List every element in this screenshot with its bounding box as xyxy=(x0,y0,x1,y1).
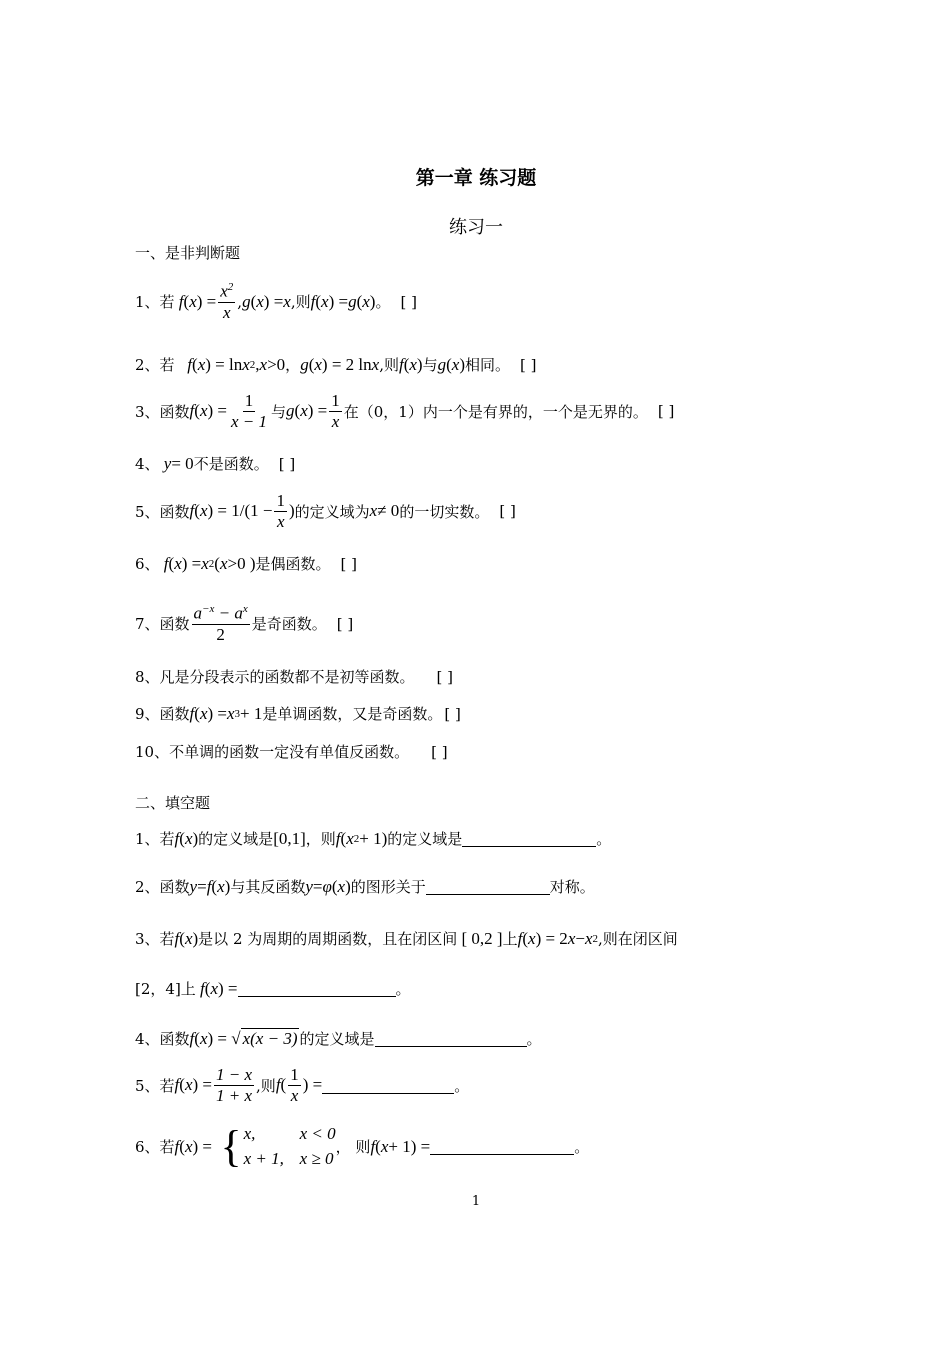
answer-bracket[interactable]: [ ] xyxy=(436,667,454,686)
q-text: 是单调函数，又是奇函数。 xyxy=(262,705,443,723)
answer-bracket[interactable]: [ ] xyxy=(336,614,354,633)
answer-bracket[interactable]: [ ] xyxy=(431,742,448,761)
tf-question-1: 1、若 f ( x ) = $\frac{x^2}{x}$ , g ( x ) = x ,则 f ( x ) = g ( x ) 。 [ ] xyxy=(135,281,417,322)
fill-question-1: 1、若 f ( x ) 的定义域是 [0,1] ，则 f ( x 2 + 1) 的定义域是 。 xyxy=(135,828,612,848)
q-text: 不是函数。 xyxy=(193,455,269,473)
q-label: 3、函数 xyxy=(135,402,190,421)
q-label: 7、函数 xyxy=(135,615,190,634)
tf-question-9: 9、函数 f ( x ) = x 3 + 1 是单调函数，又是奇函数。 [ ] xyxy=(135,703,461,723)
q-text: 上 xyxy=(502,930,518,948)
fraction: $\frac{1}{x - 1}$ xyxy=(231,391,268,431)
tf-question-6: 6、 f ( x ) = x 2 ( x >0 ) 是偶函数。 [ ] xyxy=(135,553,358,573)
tf-question-2: 2、若 f ( x ) = ln x 2 , x >0 ， g ( x ) = 2 ln x ,则 f ( x ) 与 g ( x ) 相同。 [ ] xyxy=(135,354,537,374)
q-text: 的定义域是 xyxy=(387,830,463,848)
q-text: 与其反函数 xyxy=(230,878,306,896)
tf-question-7 xyxy=(135,604,353,643)
q-text: ， xyxy=(285,356,301,374)
fraction: $\frac{1 - x}{1 + x}$ xyxy=(216,1065,253,1105)
answer-blank[interactable] xyxy=(426,878,550,895)
q-label: 5、函数 xyxy=(135,502,190,521)
answer-bracket[interactable]: [ ] xyxy=(520,355,537,374)
q-label: 4、函数 xyxy=(135,1030,190,1048)
q-label: 8、凡是分段表示的函数都不是初等函数。 xyxy=(135,668,415,686)
q-label: 3、若 xyxy=(135,930,175,948)
tf-question-4: 4、 y = 0 不是函数。 [ ] xyxy=(135,453,296,473)
q-text: , xyxy=(237,292,243,311)
fraction: $\frac{a^{-x} - a^x}{2}$ xyxy=(193,603,248,644)
q-text: ,则 xyxy=(290,293,311,312)
section-heading-true-false: 一、是非判断题 xyxy=(135,244,241,262)
answer-bracket[interactable]: [ ] xyxy=(499,502,516,521)
fraction: $\frac{x^2}{x}$ xyxy=(220,281,234,322)
answer-blank[interactable] xyxy=(430,1138,574,1155)
q-label: 1、若 xyxy=(135,293,175,312)
answer-bracket[interactable]: [ ] xyxy=(278,454,296,473)
q-text: ,则 xyxy=(256,1076,276,1095)
q-text: ,则 xyxy=(379,356,399,374)
answer-bracket[interactable]: [ ] xyxy=(340,554,358,573)
fraction: $\frac{1}{x}$ xyxy=(276,491,285,531)
fraction: $\frac{1}{x}$ xyxy=(331,391,340,431)
q-label: 6、 xyxy=(135,555,160,573)
q-label: 9、函数 xyxy=(135,705,190,723)
fill-question-3: 3、若 f ( x ) 是以 2 为周期的周期函数，且在闭区间 [ 0,2 ] 上 f ( x ) = 2 x − x 2 ,则在闭区间 xyxy=(135,928,678,948)
q-text: 是奇函数。 xyxy=(251,615,327,634)
q-text: 的图形关于 xyxy=(350,878,426,896)
q-text: 对称。 xyxy=(549,878,595,896)
q-text: 。 xyxy=(395,980,411,998)
fill-question-3-continued: [2，4]上 f ( x ) = 。 xyxy=(135,978,411,998)
q-text: 。 xyxy=(526,1030,542,1048)
q-text: 的定义域为 xyxy=(294,502,370,521)
q-text: 的定义域是 xyxy=(198,830,274,848)
q-label: 1、若 xyxy=(135,830,175,848)
answer-bracket[interactable]: [ ] xyxy=(400,292,417,311)
answer-blank[interactable] xyxy=(322,1077,454,1094)
answer-blank[interactable] xyxy=(238,980,396,997)
q-text: 与 xyxy=(271,402,287,421)
fill-question-5: 5、若 f ( x ) = $\frac{1 - x}{1 + x}$ ,则 f ( $\frac{1}{x}$ ) = 。 xyxy=(135,1065,470,1105)
q-text: ，则 xyxy=(305,830,336,848)
q-text: 相同。 xyxy=(465,356,511,374)
tf-question-10 xyxy=(135,741,448,762)
answer-bracket[interactable]: [ ] xyxy=(657,402,675,421)
q-label: 6、若 xyxy=(135,1138,175,1157)
formula: f xyxy=(174,291,184,311)
answer-bracket[interactable]: [ ] xyxy=(444,704,461,723)
tf-question-8 xyxy=(135,666,453,687)
q-text: 的定义域是 xyxy=(299,1030,375,1048)
exercise-subtitle: 练习一 xyxy=(449,217,503,238)
fraction: $\frac{1}{x}$ xyxy=(290,1065,299,1105)
fill-question-4: 4、函数 f ( x ) = √ x(x − 3) 的定义域是 。 xyxy=(135,1028,542,1048)
chapter-title: 第一章 练习题 xyxy=(415,167,537,189)
tf-question-3: 3、函数 f ( x ) = $\frac{1}{x - 1}$ 与 g ( x ) = $\frac{1}{x}$ 在（0，1）内一个是有界的，一个是无界的。 [ ] xyxy=(135,391,675,431)
q-label: 5、若 xyxy=(135,1076,175,1095)
q-text: ， 则 xyxy=(335,1138,371,1157)
answer-blank[interactable] xyxy=(375,1030,527,1047)
fill-question-6: 6、若 f ( x ) = { x, x < 0 x + 1, x ≥ 0 ， 则 f ( x + 1) = 。 xyxy=(135,1121,590,1171)
q-label: 4、 xyxy=(135,455,160,473)
q-label: 2、若 xyxy=(135,356,175,374)
q-text: 。 xyxy=(375,293,391,312)
q-text: 。 xyxy=(574,1138,590,1157)
q-label: 2、函数 xyxy=(135,878,190,896)
tf-question-5: 5、函数 f ( x ) = 1/(1 − $\frac{1}{x}$ ) 的定义域为 x ≠ 0 的一切实数。 [ ] xyxy=(135,491,516,531)
page-number: 1 xyxy=(471,1194,481,1209)
q-text: 是偶函数。 xyxy=(255,555,331,573)
piecewise-definition: { x, x < 0 x + 1, x ≥ 0 xyxy=(220,1121,336,1171)
q-label: [2，4]上 xyxy=(135,980,196,998)
q-text: 在（0，1）内一个是有界的，一个是无界的。 xyxy=(343,402,648,421)
q-text: ,则在闭区间 xyxy=(598,930,678,948)
section-heading-fill-blank: 二、填空题 xyxy=(135,794,211,812)
q-label: 10、不单调的函数一定没有单值反函数。 xyxy=(135,743,410,761)
q-text: 的一切实数。 xyxy=(399,502,490,521)
q-text: 。 xyxy=(596,830,612,848)
q-text: 是以 2 为周期的周期函数，且在闭区间 xyxy=(198,930,458,948)
fill-question-2: 2、函数 y = f ( x ) 与其反函数 y = φ ( x ) 的图形关于 对称。 xyxy=(135,876,595,896)
q-text: 。 xyxy=(454,1076,470,1095)
answer-blank[interactable] xyxy=(462,830,596,847)
